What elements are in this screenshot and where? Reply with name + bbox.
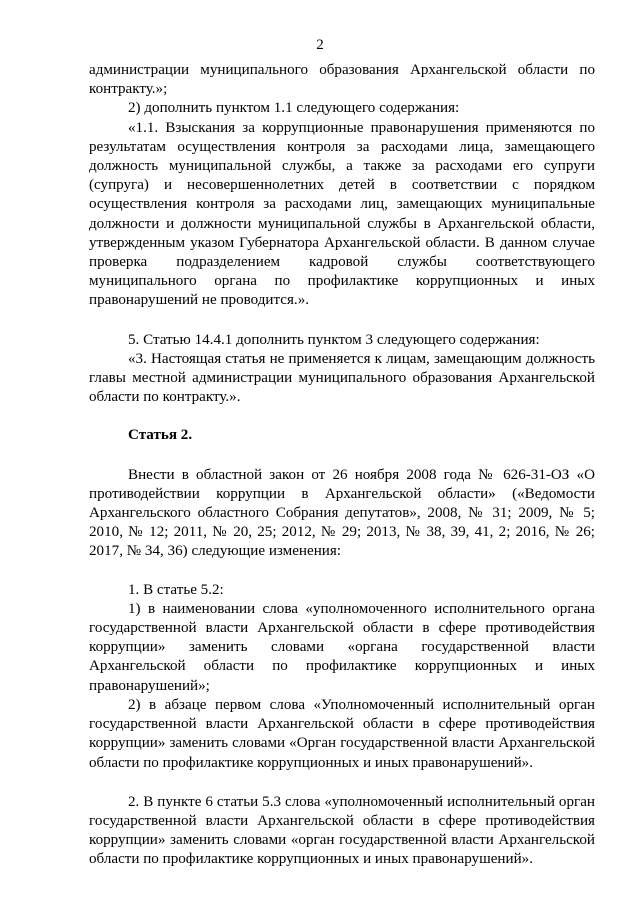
- paragraph-10: 2. В пункте 6 статьи 5.3 слова «уполномоченный исполнительный орган государственной власти Архангельской области в сфере противодействия коррупции» заменить словами «орган государственной власти Архангельской области по профилактике коррупционных и иных правонарушений».: [89, 793, 595, 868]
- paragraph-9: 2) в абзаце первом слова «Уполномоченный исполнительный орган государственной власти Архангельской области в сфере противодействия коррупции» заменить словами «Орган государственной власти Архангельской области по профилактике коррупционных и иных правонарушений».: [89, 696, 595, 771]
- paragraph-8: 1) в наименовании слова «уполномоченного исполнительного органа государственной власти Архангельской области в сфере противодействия коррупции» заменить словами «органа государственной власти Архангельской области по профилактике коррупционных и иных правонарушений»;: [89, 600, 595, 694]
- paragraph-1: администрации муниципального образования Архангельской области по контракту.»;: [89, 62, 595, 98]
- paragraph-7: 1. В статье 5.2:: [128, 581, 224, 598]
- document-body: [89, 61, 595, 870]
- page-number: 2: [316, 37, 324, 53]
- paragraph-4: 5. Статью 14.4.1 дополнить пунктом 3 следующего содержания:: [128, 331, 540, 348]
- article-heading: Статья 2.: [128, 427, 193, 444]
- paragraph-3: «1.1. Взыскания за коррупционные правонарушения применяются по результатам осуществления контроля за расходами лица, замещающего должность муниципальной службы, а также за расходами его супруги (супруга) и несовершеннолетних детей в соответствии с порядком осуществления контроля за расходами лиц, замещающих муниципальные должности и должности муниципальной службы в Архангельской области, утвержденным указом Губернатора Архангельской области. В данном случае проверка подразделением кадровой службы соответствующего муниципального органа по профилактике коррупционных и иных правонарушений не проводится.».: [89, 119, 595, 309]
- paragraph-6: Внести в областной закон от 26 ноября 2008 года № 626-31-ОЗ «О противодействии коррупции в Архангельской области» («Ведомости Архангельского областного Собрания депутатов», 2008, № 31; 2009, № 5; 2010, № 12; 2011, № 20, 25; 2012, № 29; 2013, № 38, 39, 41, 2; 2016, № 26; 2017, № 34, 36) следующие изменения:: [89, 466, 595, 560]
- paragraph-2: 2) дополнить пунктом 1.1 следующего содержания:: [128, 100, 460, 117]
- paragraph-5: «3. Настоящая статья не применяется к лицам, замещающим должность главы местной администрации муниципального образования Архангельской области по контракту.».: [89, 350, 595, 406]
